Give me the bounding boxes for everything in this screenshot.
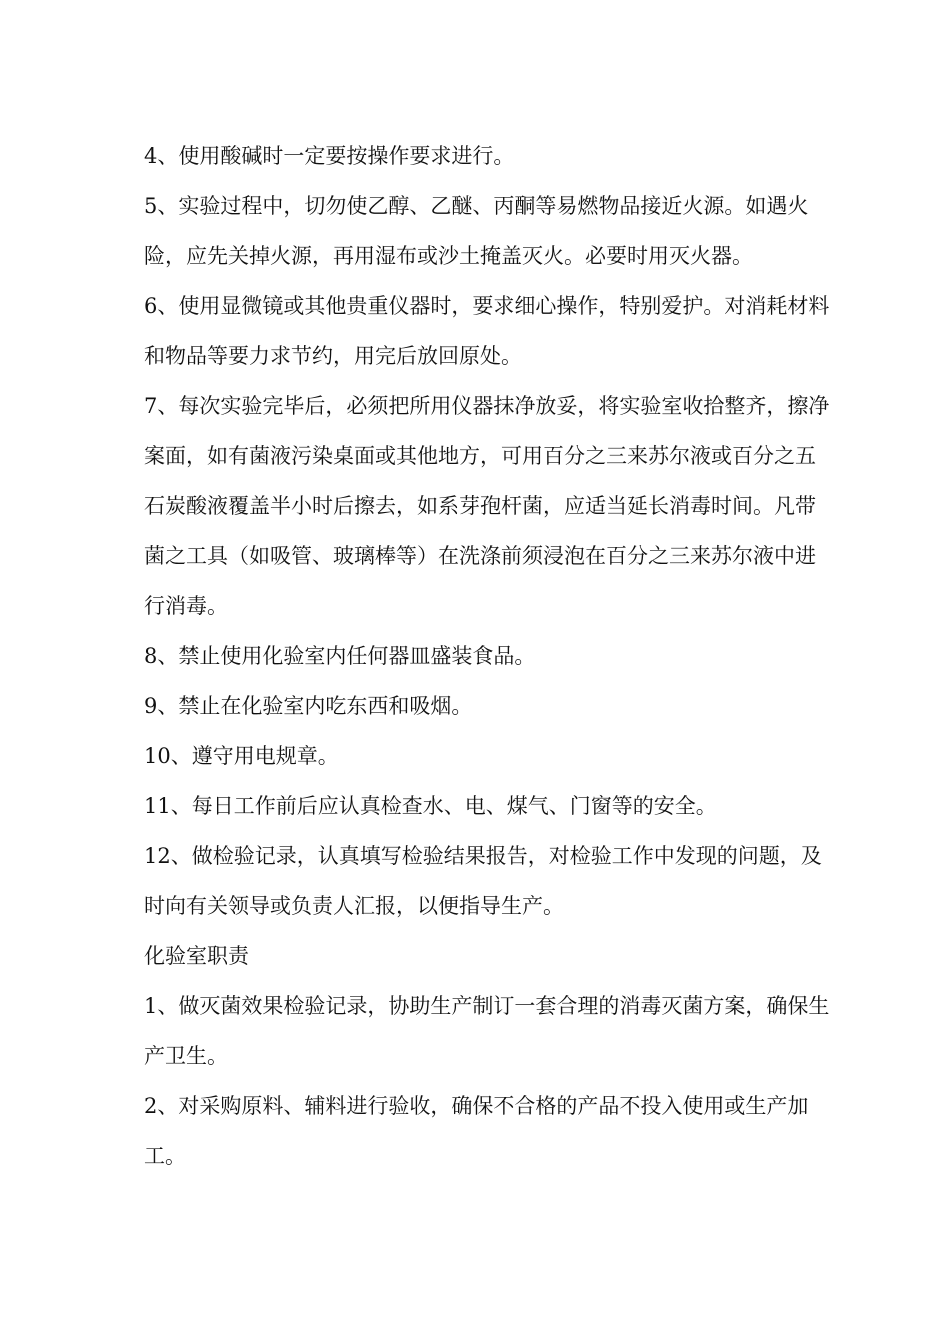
rule-11-paragraph: 11、每日工作前后应认真检查水、电、煤气、门窗等的安全。 [144, 794, 717, 818]
rule-6-paragraph: 6、使用显微镜或其他贵重仪器时，要求细心操作，特别爱护。对消耗材料和物品等要力求节约，用完后放回原处。 [144, 294, 830, 368]
rule-5-paragraph: 5、实验过程中，切勿使乙醇、乙醚、丙酮等易燃物品接近火源。如遇火险，应先关掉火源，再用湿布或沙土掩盖灭火。必要时用灭火器。 [144, 194, 809, 268]
duty-2-paragraph: 2、对采购原料、辅料进行验收，确保不合格的产品不投入使用或生产加工。 [144, 1094, 809, 1168]
rule-10-paragraph: 10、遵守用电规章。 [144, 744, 339, 768]
duty-1-paragraph: 1、做灭菌效果检验记录，协助生产制订一套合理的消毒灭菌方案，确保生产卫生。 [144, 994, 830, 1068]
rule-8-paragraph: 8、禁止使用化验室内任何器皿盛装食品。 [144, 644, 536, 668]
rule-12-paragraph: 12、做检验记录，认真填写检验结果报告，对检验工作中发现的问题，及时向有关领导或负责人汇报，以便指导生产。 [144, 844, 822, 918]
rule-9-paragraph: 9、禁止在化验室内吃东西和吸烟。 [144, 694, 473, 718]
document-body [144, 131, 834, 1181]
rule-4-paragraph: 4、使用酸碱时一定要按操作要求进行。 [144, 144, 515, 168]
section-heading: 化验室职责 [144, 944, 249, 968]
rule-7-paragraph: 7、每次实验完毕后，必须把所用仪器抹净放妥，将实验室收拾整齐，擦净案面，如有菌液污染桌面或其他地方，可用百分之三来苏尔液或百分之五石炭酸液覆盖半小时后擦去，如系芽孢杆菌，应适当延长消毒时间。凡带菌之工具（如吸管、玻璃棒等）在洗涤前须浸泡在百分之三来苏尔液中进行消毒。 [144, 394, 830, 618]
